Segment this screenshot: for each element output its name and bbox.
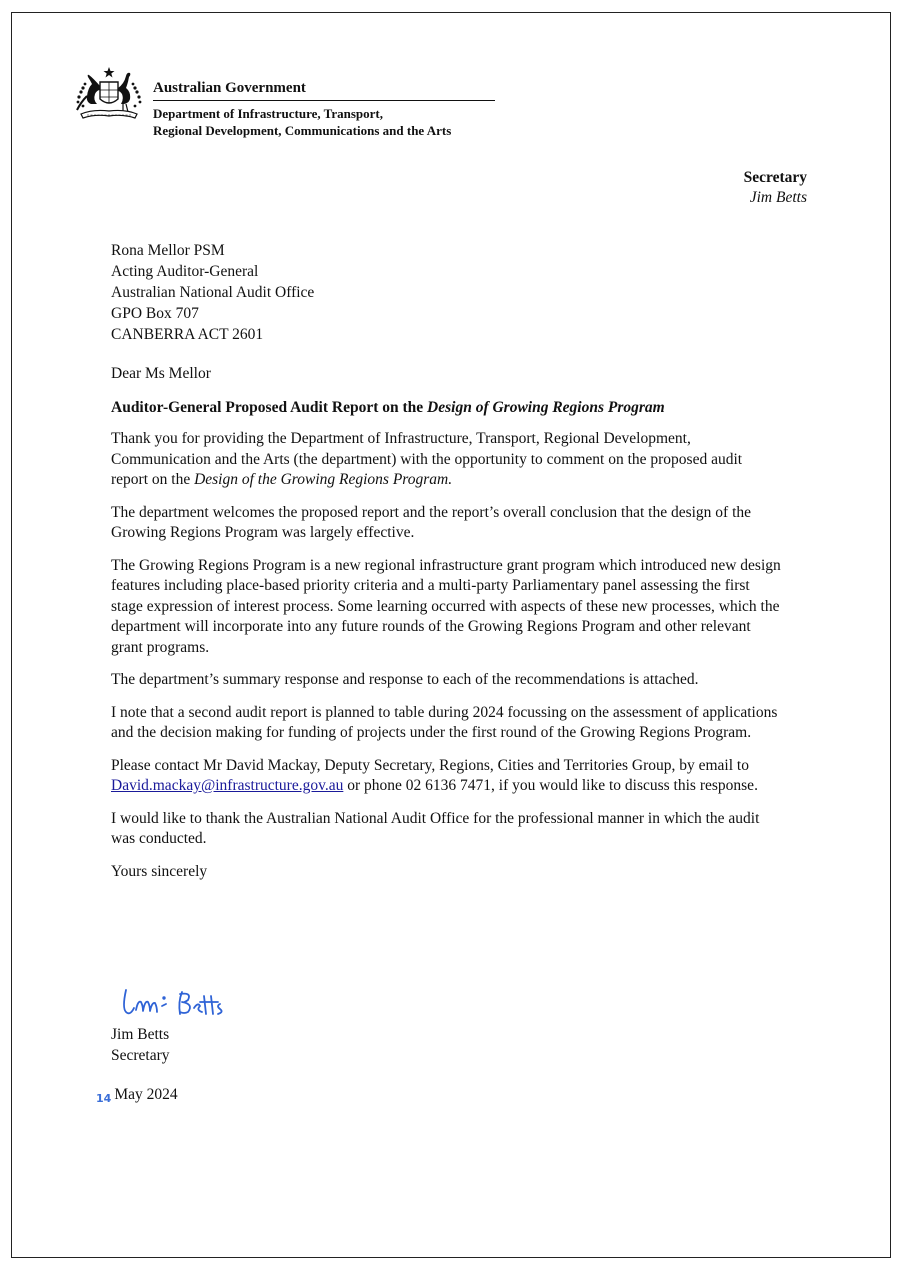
recipient-line: CANBERRA ACT 2601 — [111, 326, 264, 343]
paragraph-5: I note that a second audit report is planned to table during 2024 focussing on the assessment of applications and the decision making for funding of projects under the first round of the Growing Regions Program. — [111, 703, 778, 741]
recipient-line: Acting Auditor-General — [111, 263, 259, 280]
contact-text-after: or phone 02 6136 7471, if you would like to discuss this response. — [343, 777, 758, 794]
letter-body — [111, 364, 781, 894]
signatory-title: Secretary — [111, 1047, 170, 1064]
paragraph-4: The department’s summary response and response to each of the recommendations is attached. — [111, 671, 699, 688]
paragraph-3: The Growing Regions Program is a new regional infrastructure grant program which introduced new design features including place-based priority criteria and a multi-party Parliamentary panel assessing the first stage expression of interest process. Some learning occurred with aspects of these new processes, which the department will incorporate into any future rounds of the Growing Regions Program and other relevant grant programs. — [111, 556, 781, 656]
paragraph-2: The department welcomes the proposed report and the report’s overall conclusion that the design of the Growing Regions Program was largely effective. — [111, 503, 752, 541]
paragraph-7: I would like to thank the Australian National Audit Office for the professional manner in which the audit was conducted. — [111, 809, 760, 847]
commonwealth-coat-of-arms-icon — [73, 66, 145, 126]
handwritten-signature — [112, 980, 252, 1024]
department-name-line2: Regional Development, Communications and the Arts — [153, 123, 452, 138]
closing: Yours sincerely — [111, 862, 208, 880]
signatory-block — [111, 1024, 170, 1066]
salutation: Dear Ms Mellor — [111, 365, 211, 382]
email-link[interactable]: David.mackay@infrastructure.gov.au — [111, 777, 344, 794]
paragraph-6 — [111, 756, 781, 797]
subject-prefix: Auditor-General Proposed Audit Report on the — [111, 398, 428, 416]
sender-name: Jim Betts — [749, 189, 807, 206]
signatory-name: Jim Betts — [111, 1026, 170, 1043]
letter-date — [96, 1085, 178, 1109]
subject-line — [111, 398, 781, 419]
sender-title: Secretary — [743, 169, 807, 186]
contact-text: Please contact Mr David Mackay, Deputy Secretary, Regions, Cities and Territories Group, by email to — [111, 756, 749, 774]
recipient-line: GPO Box 707 — [111, 305, 199, 322]
paragraph-1-text: Thank you for providing the Department of Infrastructure, Transport, Regional Development, Communication and the Arts (the department) with the opportunity to comment on the proposed audit report on the — [111, 430, 743, 488]
recipient-line: Australian National Audit Office — [111, 284, 315, 301]
government-name: Australian Government — [153, 80, 306, 96]
letterhead-rule — [153, 100, 495, 101]
sender-block — [744, 168, 807, 208]
recipient-line: Rona Mellor PSM — [111, 242, 225, 259]
department-name-line1: Department of Infrastructure, Transport, — [153, 106, 383, 121]
subject-program-title: Design of Growing Regions Program — [427, 398, 665, 416]
recipient-address — [111, 240, 314, 345]
date-month-year: May 2024 — [114, 1086, 178, 1103]
report-title: Design of the Growing Regions Program. — [194, 471, 453, 488]
paragraph-1 — [111, 429, 781, 491]
handwritten-day: 14 — [96, 1092, 112, 1105]
signature-text — [0, 0, 1, 1]
letterhead — [153, 79, 495, 139]
